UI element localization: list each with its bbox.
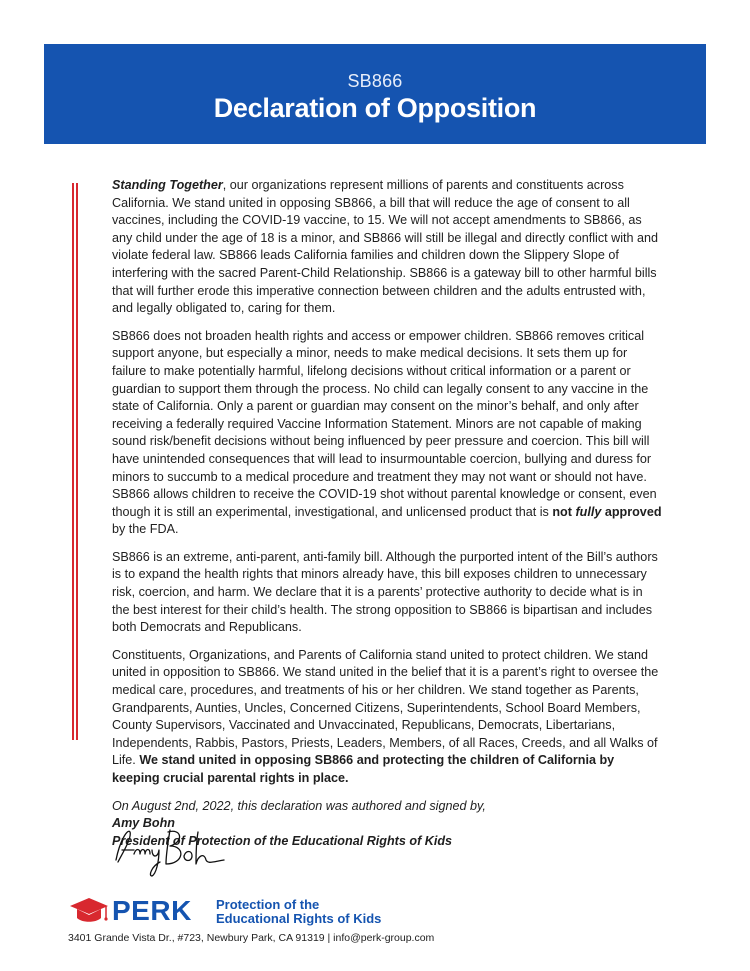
paragraph-3: SB866 is an extreme, anti-parent, anti-family bill. Although the purported intent of the Bill’s authors is to expand the health rights that minors already have, this bill exposes children to unnecessary risk, coercion, and harm. We declare that it is a parents’ protective authority to decide what is in the best interest for their child’s health. The strong opposition to SB866 is bipartisan and includes both Democrats and Republicans.	[112, 549, 658, 635]
page-title: Declaration of Opposition	[213, 93, 537, 123]
signer-name: Amy Bohn	[112, 816, 175, 831]
lead-phrase: Standing Together	[112, 178, 223, 192]
paragraph-2-text: SB866 does not broaden health rights and access or empower children. SB866 removes critical support anyone, but especially a minor, needs to make medical decisions. It sets them up for failure to make potentially harmful, lifelong decisions without critical information or a parent or guardian to support them through the process. No child can legally consent to any vaccine in the state of California. Only a parent or guardian may consent on the minor’s behalf, and only after receiving a federally required Vaccine Information Statement. Minors are not capable of making sound risk/benefit decisions without being influenced by peer pressure and coercion. This bill will have unintended consequences that will lead to insurmountable coercion, bullying and duress for minors to succumb to a medical procedure and treatment they may not want or should not have. SB866 allows children to receive the COVID-19 shot without parental knowledge or consent, even though it is still an experimental, investigational, and unlicensed product that is	[112, 328, 657, 519]
accent-rule-left	[72, 183, 74, 740]
logo-wordmark: PERK	[112, 895, 192, 926]
bold-fully: fully	[575, 504, 602, 519]
signer-role: President of Protection of the Educational Rights of Kids	[112, 833, 453, 848]
footer-address: 3401 Grande Vista Dr., #723, Newbury Park, CA 91319 | info@perk-group.com	[68, 932, 435, 944]
logo-description	[216, 898, 381, 926]
handwritten-signature	[108, 820, 228, 880]
perk-logo	[68, 894, 468, 934]
paragraph-4	[112, 647, 662, 788]
paragraph-1-text: , our organizations represent millions of parents and constituents across California. We stand united in opposing SB866, a bill that will reduce the age of consent to all vaccines, including the COVID-19 vaccine, to 15. We will not accept amendments to SB866, as any child under the age of 18 is a minor, and SB866 will still be illegal and directly conflict with and violate federal law. SB866 leads California families and children down the Slippery Slope of interfering with the sacred Parent-Child Relationship. SB866 is a gateway bill to other harmful bills that will further erode this imperative connection between children and the adults entrusted with, and legally obligated to, caring for them.	[112, 178, 659, 316]
paragraph-2-end: by the FDA.	[112, 522, 179, 537]
paragraph-4-bold: We stand united in opposing SB866 and protecting the children of California by keeping crucial parental rights in place.	[112, 753, 615, 785]
title-banner	[44, 44, 706, 144]
closing-line: On August 2nd, 2022, this declaration was authored and signed by,	[112, 798, 486, 813]
graduation-cap-icon	[68, 896, 110, 926]
paragraph-1	[112, 177, 662, 318]
accent-rule-right	[76, 183, 78, 740]
logo-line-2: Educational Rights of Kids	[216, 911, 382, 926]
paragraph-2	[112, 328, 662, 539]
banner-subtitle: SB866	[347, 71, 403, 91]
bold-not: not	[552, 504, 576, 519]
logo-line-1: Protection of the	[216, 897, 320, 912]
declaration-body	[112, 177, 662, 850]
bold-approved: approved	[601, 504, 662, 519]
paragraph-4-text: Constituents, Organizations, and Parents of California stand united to protect children. We stand united in opposition to SB866. We stand united in the belief that it is a parent’s right to oversee the medical care, procedures, and treatments of his or her children. We stand together as Parents, Grandparents, Aunties, Uncles, Concerned Citizens, Superintendents, School Board Members, County Supervisors, Vaccinated and Unvaccinated, Republicans, Democrats, Libertarians, Independents, Rabbis, Pastors, Priests, Leaders, Members, of all Races, Creeds, and all Walks of Life.	[112, 647, 659, 768]
